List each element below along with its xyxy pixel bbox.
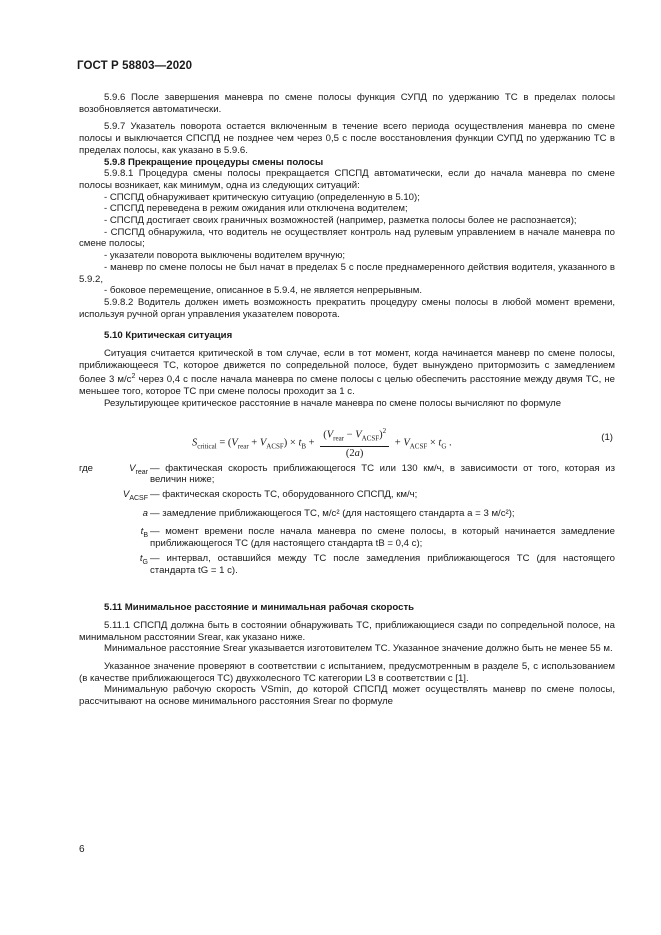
list-item: - боковое перемещение, описанное в 5.9.4, не является непрерывным. xyxy=(104,285,423,297)
legend-description: — фактическая скорость ТС, оборудованного СПСПД, км/ч; xyxy=(150,489,418,501)
list-item: - СПСПД обнаруживает критическую ситуацию (определенную в 5.10); xyxy=(104,191,420,203)
legend-description: — замедление приближающегося ТС, м/с² (для настоящего стандарта a = 3 м/с²); xyxy=(150,507,515,519)
legend-description: — момент времени после начала маневра по смене полосы, в который начинается замедление приближающегося ТС (для настоящего стандарта tB = 0,4 с); xyxy=(150,526,615,550)
legend-row xyxy=(79,463,615,486)
heading-5-11: 5.11 Минимальное расстояние и минимальная рабочая скорость xyxy=(104,602,415,614)
paragraph-5-10-b: Результирующее критическое расстояние в начале маневра по смене полосы вычисляют по формуле xyxy=(104,398,562,410)
legend-symbol: $V_{ACSF}$ xyxy=(122,489,148,503)
paragraph-5-11-1: 5.11.1 СПСПД должна быть в состоянии обнаруживать ТС, приближающиеся сзади по сопредельной полосе, на минимальном расстоянии Srear, как указано ниже. xyxy=(79,619,615,643)
legend-label xyxy=(79,508,103,524)
paragraph-text: Ситуация считается критической в том случае, если в тот момент, когда начинается маневр по смене полосы, приближающееся ТС, которое движется по сопредельной полосе, будет вынуждено притормозить с замедлением более 3 м/с xyxy=(79,348,615,386)
legend-row xyxy=(79,489,615,505)
legend-symbol: $t_B$ xyxy=(140,526,148,540)
paragraph-5-9-6: 5.9.6 После завершения маневра по смене полосы функция СУПД по удержанию ТС в пределах полосы возобновляется автоматически. xyxy=(79,92,615,115)
paragraph-5-9-8-1: 5.9.8.1 Процедура смены полосы прекращается СПСПД автоматически, если до начала маневра по смене полосы возникает, как минимум, одна из следующих ситуаций: xyxy=(79,168,615,191)
heading-5-10: 5.10 Критическая ситуация xyxy=(104,330,233,342)
formula-number: (1) xyxy=(601,431,613,443)
formula-fraction: $\frac{(V_{rear} - V_{ACSF})^2}{(2a)}$ xyxy=(320,426,389,460)
legend-symbol: $V_{rear}$ xyxy=(129,462,148,476)
legend-label xyxy=(79,553,103,576)
paragraph-5-11-4: Минимальную рабочую скорость VSmin, до которой СПСПД может осуществлять маневр по смене полосы, рассчитывают на основе минимального расстояния Srear по формуле xyxy=(79,684,615,708)
paragraph-5-9-8-2: 5.9.8.2 Водитель должен иметь возможность прекратить процедуру смены полосы в любой момент времени, используя ручной орган управления указателем поворота. xyxy=(79,296,615,320)
paragraph-text: через 0,4 с после начала маневра по смене полосы с целью обеспечить расстояние между двумя ТС, не меньшее того, которое ТС при смене полосы проходит за 1 с. xyxy=(79,374,615,398)
legend-symbol: a xyxy=(142,507,148,519)
legend-label: где xyxy=(79,462,94,474)
paragraph-5-9-7: 5.9.7 Указатель поворота остается включенным в течение всего периода осуществления маневра по смене полосы и выключается СПСПД не позднее чем через 0,5 с после восстановления функции СУПД по удержанию ТС в пределах полосы, как указано в 5.9.6. xyxy=(79,121,615,156)
superscript: 2 xyxy=(131,373,136,381)
list-item: - СПСПД обнаружила, что водитель не осуществляет контроль над рулевым управлением в начале маневра по смене полосы; xyxy=(79,226,615,250)
list-item: - маневр по смене полосы не был начат в пределах 5 с после преднамеренного действия водителя, указанного в 5.9.2, xyxy=(79,261,615,285)
formula-expression: $S_{critical} = (V_{rear} + V_{ACSF}) \times t_B$ + $\frac{(V_{rear} - V_{ACSF})^2}{(2a)}$ + $V_{ACSF} \times t_G$ . xyxy=(192,426,452,460)
paragraph-5-11-3: Указанное значение проверяют в соответствии с испытанием, предусмотренным в разделе 5, с использованием (в качестве приближающегося ТС) двухколесного ТС категории L3 в соответствии с [1]. xyxy=(79,661,615,684)
paragraph-5-11-2: Минимальное расстояние Srear указывается изготовителем ТС. Указанное значение должно быть не менее 55 м. xyxy=(104,643,613,655)
paragraph-5-10-a xyxy=(79,348,615,398)
legend-row xyxy=(79,526,615,549)
legend-row xyxy=(79,553,615,576)
legend-row xyxy=(79,508,615,524)
legend-label xyxy=(79,526,103,549)
list-item: - СПСПД достигает своих граничных возможностей (например, разметка полосы более не распознается); xyxy=(104,215,577,227)
legend-description: — интервал, оставшийся между ТС после замедления приближающегося ТС (для настоящего стандарта tG = 1 с). xyxy=(150,552,615,576)
list-item: - указатели поворота выключены водителем вручную; xyxy=(104,250,346,262)
page-number: 6 xyxy=(79,844,85,855)
legend-label xyxy=(79,489,103,505)
formula-1 xyxy=(79,416,615,460)
list-item: - СПСПД переведена в режим ожидания или отключена водителем; xyxy=(104,203,408,215)
heading-5-9-8: 5.9.8 Прекращение процедуры смены полосы xyxy=(104,156,324,168)
legend-description: — фактическая скорость приближающегося ТС или 130 км/ч, в зависимости от того, которая из величин ниже; xyxy=(150,462,615,486)
legend-symbol: $t_G$ xyxy=(139,552,148,566)
document-body xyxy=(79,92,615,708)
standard-header: ГОСТ Р 58803—2020 xyxy=(77,60,193,72)
